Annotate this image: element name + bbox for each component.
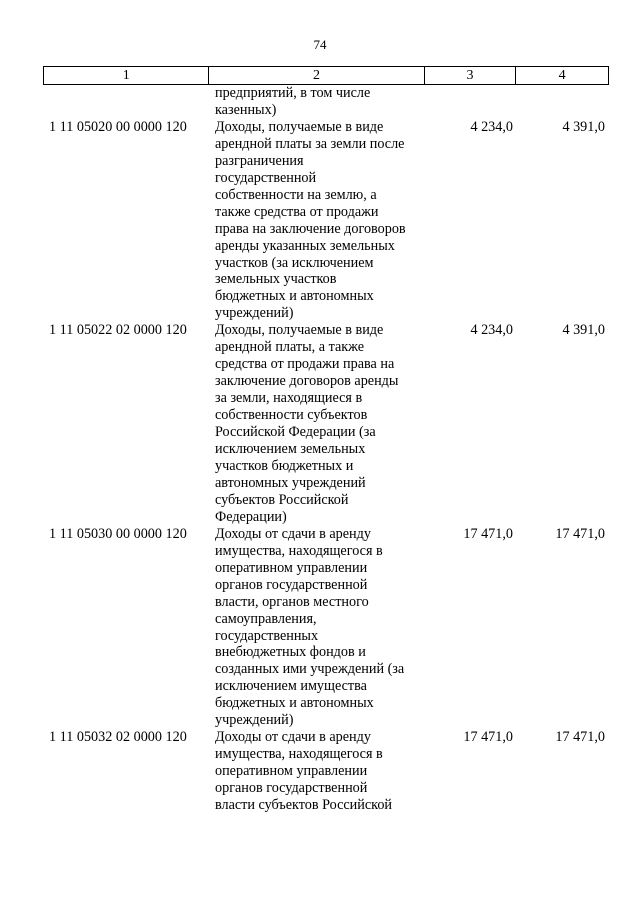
revenue-name-line: Доходы от сдачи в аренду — [215, 525, 371, 542]
revenue-name-line: казенных) — [215, 101, 277, 118]
amount-year-1: 4 234,0 — [470, 322, 513, 339]
revenue-name-line: оперативном управлении — [215, 559, 368, 576]
revenue-name-line: бюджетных и автономных — [215, 695, 374, 712]
table-row — [43, 729, 609, 814]
page-number: 74 — [313, 37, 327, 52]
revenue-name-line: Доходы, получаемые в виде — [215, 118, 384, 135]
revenue-name-line: оперативном управлении — [215, 763, 368, 780]
revenue-name-line: органов государственной — [215, 576, 368, 593]
revenue-name — [209, 119, 425, 322]
revenue-name-line: бюджетных и автономных — [215, 288, 374, 305]
revenue-name-line: учреждений) — [215, 305, 294, 322]
revenue-name-line: исключением земельных — [215, 441, 366, 458]
amount-year-2: 4 391,0 — [562, 322, 605, 339]
revenue-name-line: государственной — [215, 169, 317, 186]
amount-year-2: 4 391,0 — [562, 118, 605, 135]
header-col-2: 2 — [209, 67, 424, 84]
revenue-name-line: Доходы от сдачи в аренду — [215, 729, 371, 746]
revenue-name-line: власти субъектов Российской — [215, 797, 393, 814]
revenue-name-line: предприятий, в том числе — [215, 85, 371, 101]
amount-year-2: 17 471,0 — [555, 525, 605, 542]
revenue-name-line: Федерации) — [215, 508, 287, 525]
revenue-name-line: учреждений) — [215, 712, 294, 729]
revenue-name-line: автономных учреждений — [215, 474, 366, 491]
revenue-name — [209, 526, 425, 729]
table-row — [43, 119, 609, 322]
amount-year-1: 4 234,0 — [470, 118, 513, 135]
revenue-name-line: участков бюджетных и — [215, 457, 354, 474]
revenue-name-line: за земли, находящиеся в — [215, 390, 363, 407]
revenue-name-line: права на заключение договоров — [215, 220, 406, 237]
revenue-name-line: созданных ими учреждений (за — [215, 661, 405, 678]
header-col-3: 3 — [425, 67, 517, 84]
budget-code: 1 11 05032 02 0000 120 — [49, 729, 187, 746]
amount-year-1: 17 471,0 — [463, 525, 513, 542]
budget-code: 1 11 05022 02 0000 120 — [49, 322, 187, 339]
revenue-name-line: имущества, находящегося в — [215, 542, 383, 559]
revenue-table — [43, 66, 609, 814]
amount-year-2: 17 471,0 — [555, 729, 605, 746]
revenue-name-line: аренды указанных земельных — [215, 237, 395, 254]
revenue-name-line: самоуправления, — [215, 610, 317, 627]
table-row — [43, 85, 609, 119]
revenue-name-line: арендной платы, а также — [215, 339, 365, 356]
revenue-name-line: средства от продажи права на — [215, 356, 395, 373]
header-col-4: 4 — [558, 68, 566, 83]
table-row — [43, 526, 609, 729]
revenue-name-line: разграничения — [215, 152, 304, 169]
revenue-name-line: заключение договоров аренды — [215, 373, 399, 390]
table-header — [43, 66, 609, 85]
revenue-name-line: власти, органов местного — [215, 593, 369, 610]
revenue-name-line: органов государственной — [215, 780, 368, 797]
budget-code: 1 11 05020 00 0000 120 — [49, 118, 187, 135]
revenue-name-line: арендной платы за земли после — [215, 135, 405, 152]
header-col-1: 1 — [44, 67, 209, 84]
revenue-name-line: также средства от продажи — [215, 203, 379, 220]
amount-year-1: 17 471,0 — [463, 729, 513, 746]
revenue-name-line: исключением имущества — [215, 678, 367, 695]
revenue-name-line: земельных участков — [215, 271, 337, 288]
revenue-name — [209, 85, 425, 119]
budget-code: 1 11 05030 00 0000 120 — [49, 525, 187, 542]
table-row — [43, 322, 609, 525]
revenue-name-line: Доходы, получаемые в виде — [215, 322, 384, 339]
table-body — [43, 85, 609, 814]
revenue-name-line: собственности на землю, а — [215, 186, 377, 203]
revenue-name-line: внебюджетных фондов и — [215, 644, 366, 661]
revenue-name-line: Российской Федерации (за — [215, 424, 376, 441]
revenue-name-line: участков (за исключением — [215, 254, 374, 271]
revenue-name — [209, 322, 425, 525]
revenue-name — [209, 729, 425, 814]
revenue-name-line: субъектов Российской — [215, 491, 349, 508]
revenue-name-line: собственности субъектов — [215, 407, 368, 424]
revenue-name-line: имущества, находящегося в — [215, 746, 383, 763]
revenue-name-line: государственных — [215, 627, 319, 644]
